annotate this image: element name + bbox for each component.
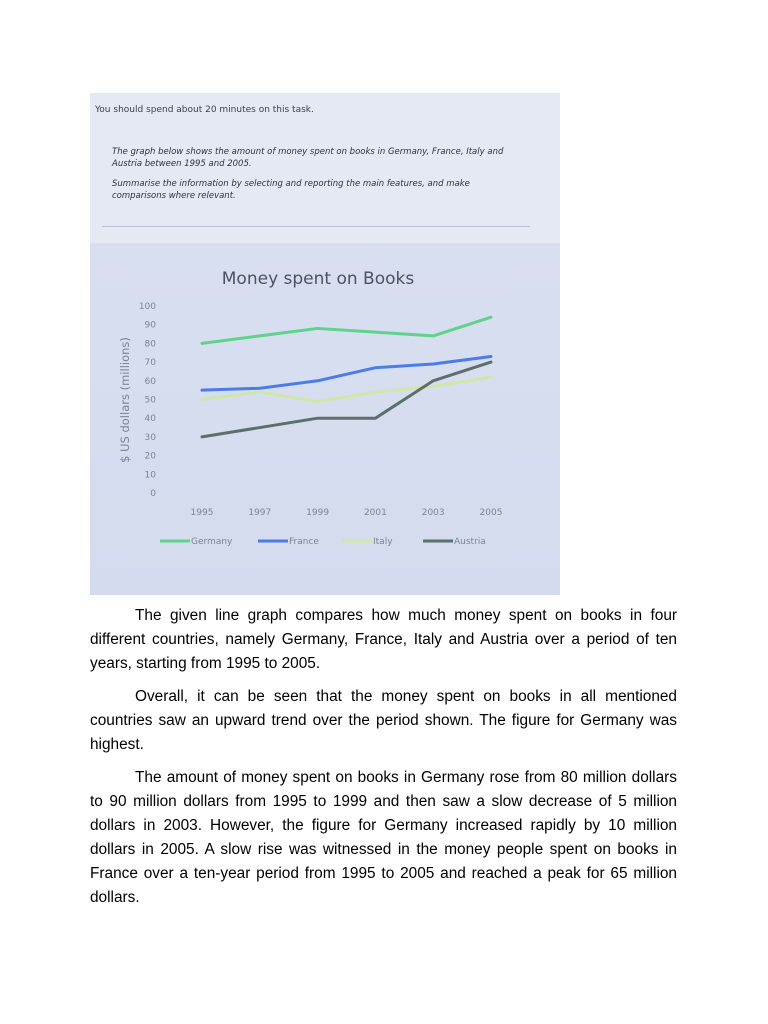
x-tick-label: 2001: [363, 508, 387, 518]
task-photo: [90, 93, 560, 595]
x-tick-label: 1997: [248, 508, 272, 518]
prompt-box: [102, 138, 530, 227]
x-tick-label: 2005: [479, 508, 503, 518]
chart-area: [90, 243, 560, 595]
legend-label-france: France: [289, 537, 319, 547]
essay: [90, 604, 677, 919]
essay-paragraph-2: Overall, it can be seen that the money spent on books in all mentioned countries saw an upward trend over the period shown. The figure for Germany was highest.: [90, 688, 677, 753]
y-tick-label: 40: [144, 414, 156, 425]
task-card: [90, 93, 560, 243]
time-instruction: You should spend about 20 minutes on this task.: [95, 105, 314, 115]
prompt-description: The graph below shows the amount of money spent on books in Germany, France, Italy and Austria between 1995 and 2005.: [112, 147, 504, 169]
y-tick-label: 0: [150, 489, 156, 499]
line-chart: [90, 243, 560, 595]
y-tick-label: 80: [144, 339, 156, 350]
prompt-instruction: Summarise the information by selecting and reporting the main features, and make comparisons where relevant.: [112, 179, 470, 201]
legend-label-germany: Germany: [191, 537, 233, 547]
y-axis-label: $ US dollars (millions): [118, 337, 132, 463]
series-line-germany: [202, 317, 491, 343]
y-tick-label: 60: [144, 376, 156, 387]
x-tick-label: 1999: [306, 508, 330, 518]
y-tick-label: 20: [144, 451, 156, 462]
legend-label-austria: Austria: [454, 537, 486, 547]
chart-title: Money spent on Books: [221, 269, 415, 289]
legend-label-italy: Italy: [373, 537, 393, 547]
y-tick-label: 70: [144, 358, 156, 369]
x-tick-label: 2003: [421, 508, 445, 518]
essay-paragraph-1: The given line graph compares how much money spent on books in four different countries, namely Germany, France, Italy and Austria over a period of ten years, starting from 1995 to 2005.: [90, 607, 677, 672]
y-tick-label: 10: [144, 470, 156, 481]
y-tick-label: 90: [144, 320, 156, 331]
y-tick-label: 100: [138, 302, 156, 312]
x-tick-label: 1995: [190, 508, 214, 518]
y-tick-label: 30: [144, 432, 156, 443]
essay-paragraph-3: The amount of money spent on books in Germany rose from 80 million dollars to 90 million dollars from 1995 to 1999 and then saw a slow decrease of 5 million dollars in 2003. However, the figure for Germany increased rapidly by 10 million dollars in 2005. A slow rise was witnessed in the money people spent on books in France over a ten-year period from 1995 to 2005 and reached a peak for 65 million dollars.: [90, 769, 677, 906]
y-tick-label: 50: [144, 395, 156, 406]
